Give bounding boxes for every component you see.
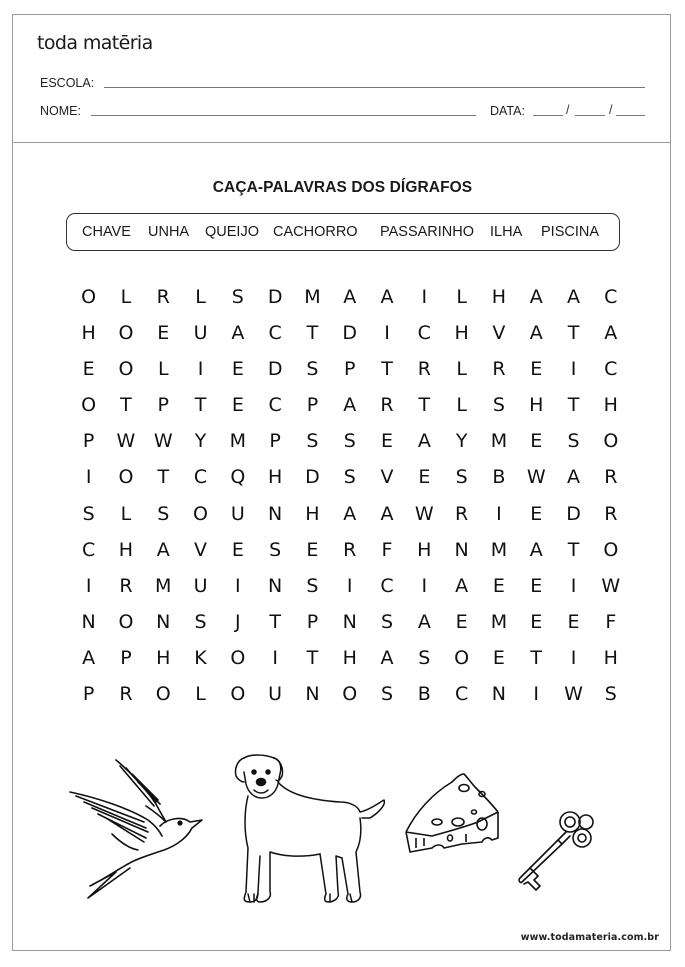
grid-cell[interactable]: O xyxy=(603,538,619,561)
grid-cell[interactable]: C xyxy=(268,322,282,345)
grid-cell[interactable]: V xyxy=(380,466,394,489)
grid-cell[interactable]: L xyxy=(120,502,132,525)
grid-cell[interactable]: A xyxy=(343,394,357,417)
grid-cell[interactable]: L xyxy=(456,394,467,417)
grid-cell[interactable]: H xyxy=(603,646,618,669)
grid-row xyxy=(70,499,629,535)
grid-cell[interactable]: O xyxy=(81,286,97,308)
grid-cell[interactable]: C xyxy=(193,466,208,489)
grid-cell[interactable]: N xyxy=(454,538,469,561)
grid-cell[interactable]: M xyxy=(155,574,172,597)
grid-cell[interactable]: S xyxy=(343,430,356,453)
grid-cell[interactable]: S xyxy=(231,286,244,308)
grid-row xyxy=(70,462,629,498)
page-title: CAÇA-PALAVRAS DOS DÍGRAFOS xyxy=(212,179,473,196)
grid-cell[interactable]: A xyxy=(231,322,245,345)
grid-cell[interactable]: S xyxy=(306,574,319,597)
grid-cell[interactable]: A xyxy=(343,286,357,308)
grid-cell[interactable]: N xyxy=(491,683,507,706)
grid-cell[interactable]: S xyxy=(157,502,170,525)
cheese-illustration xyxy=(402,772,502,854)
grid-cell[interactable]: D xyxy=(305,466,320,489)
grid-cell[interactable]: N xyxy=(81,610,96,633)
grid-cell[interactable]: O xyxy=(118,358,134,381)
grid-cell[interactable]: P xyxy=(82,430,95,453)
footer-url[interactable]: www.todamateria.com.br xyxy=(520,932,659,943)
grid-cell[interactable]: W xyxy=(564,683,583,706)
grid-cell[interactable]: I xyxy=(346,574,353,597)
word-bank-item: PASSARINHO xyxy=(380,224,475,240)
grid-cell[interactable]: I xyxy=(570,646,577,669)
grid-row xyxy=(70,643,629,679)
grid-cell[interactable]: I xyxy=(384,322,390,345)
grid-cell[interactable]: S xyxy=(269,538,282,561)
date-separator: / xyxy=(566,103,570,117)
grid-cell[interactable]: T xyxy=(381,358,393,381)
grid-row xyxy=(70,390,629,426)
grid-cell[interactable]: N xyxy=(342,610,357,633)
grid-row xyxy=(70,282,629,318)
grid-cell[interactable]: Q xyxy=(230,466,246,489)
grid-cell[interactable]: E xyxy=(530,358,543,381)
grid-row xyxy=(70,354,629,390)
grid-cell[interactable]: M xyxy=(490,538,508,561)
grid-cell[interactable]: E xyxy=(530,574,543,597)
grid-cell[interactable]: B xyxy=(492,466,506,489)
grid-cell[interactable]: P xyxy=(343,358,356,381)
word-bank-item: CHAVE xyxy=(82,224,131,240)
grid-cell[interactable]: C xyxy=(454,683,469,706)
grid-cell[interactable]: U xyxy=(193,322,208,345)
grid-cell[interactable]: A xyxy=(604,322,618,345)
grid-cell[interactable]: E xyxy=(492,646,505,669)
grid-cell[interactable]: L xyxy=(195,683,206,706)
grid-cell[interactable]: M xyxy=(490,610,508,633)
grid-cell[interactable]: E xyxy=(231,358,244,381)
grid-cell[interactable]: I xyxy=(85,574,92,597)
word-bank-item: CACHORRO xyxy=(273,224,358,240)
school-label: ESCOLA: xyxy=(40,76,95,90)
grid-cell[interactable]: E xyxy=(418,466,431,489)
grid-cell[interactable]: N xyxy=(268,574,283,597)
grid-cell[interactable]: C xyxy=(604,286,618,308)
grid-cell[interactable]: A xyxy=(529,286,543,308)
grid-cell[interactable]: T xyxy=(120,394,132,417)
grid-row xyxy=(70,607,629,643)
school-field[interactable] xyxy=(104,87,645,88)
grid-cell[interactable]: O xyxy=(118,610,134,633)
grid-cell[interactable]: T xyxy=(157,466,170,489)
grid-cell[interactable]: N xyxy=(156,610,171,633)
key-illustration xyxy=(514,802,604,898)
grid-cell[interactable]: O xyxy=(230,646,246,669)
grid-cell[interactable]: H xyxy=(305,502,320,525)
grid-cell[interactable]: E xyxy=(530,430,543,453)
grid-cell[interactable]: O xyxy=(342,683,358,706)
grid-cell[interactable]: K xyxy=(194,646,207,669)
grid-cell[interactable]: V xyxy=(194,538,208,561)
grid-cell[interactable]: D xyxy=(267,358,283,381)
grid-cell[interactable]: B xyxy=(417,683,431,706)
date-label: DATA: xyxy=(490,104,525,118)
grid-cell[interactable]: L xyxy=(456,286,467,308)
grid-cell[interactable]: A xyxy=(156,538,170,561)
grid-cell[interactable]: A xyxy=(380,286,394,308)
grid-cell[interactable]: E xyxy=(492,574,505,597)
grid-cell[interactable]: O xyxy=(155,683,171,706)
grid-cell[interactable]: L xyxy=(195,286,206,308)
grid-cell[interactable]: D xyxy=(267,286,283,308)
grid-cell[interactable]: S xyxy=(380,610,394,633)
grid-cell[interactable]: R xyxy=(604,466,618,489)
grid-cell[interactable]: R xyxy=(492,358,506,381)
grid-cell[interactable]: C xyxy=(268,394,282,417)
grid-cell[interactable]: I xyxy=(272,646,278,669)
grid-cell[interactable]: A xyxy=(417,610,431,633)
grid-cell[interactable]: S xyxy=(343,466,356,489)
grid-cell[interactable]: E xyxy=(306,538,319,561)
grid-cell[interactable]: P xyxy=(306,610,319,633)
grid-cell[interactable]: C xyxy=(417,322,431,345)
grid-cell[interactable]: A xyxy=(380,502,394,525)
grid-cell[interactable]: D xyxy=(566,502,581,525)
grid-cell[interactable]: P xyxy=(269,430,281,453)
grid-row xyxy=(70,571,629,607)
grid-cell[interactable]: O xyxy=(118,466,134,489)
grid-cell[interactable]: L xyxy=(456,358,467,381)
date-month-field[interactable] xyxy=(575,115,605,116)
grid-cell[interactable]: H xyxy=(118,538,134,561)
word-bank-item: PISCINA xyxy=(541,224,600,240)
grid-cell[interactable]: A xyxy=(529,322,543,345)
grid-cell[interactable]: M xyxy=(304,286,321,308)
grid-cell[interactable]: D xyxy=(342,322,358,345)
grid-cell[interactable]: W xyxy=(153,430,173,453)
word-bank-item: ILHA xyxy=(490,224,523,240)
grid-cell[interactable]: T xyxy=(567,538,580,561)
grid-cell[interactable]: S xyxy=(380,683,394,706)
grid-cell[interactable]: E xyxy=(231,394,244,417)
grid-cell[interactable]: O xyxy=(454,646,470,669)
grid-cell[interactable]: C xyxy=(604,358,618,381)
grid-cell[interactable]: T xyxy=(194,394,207,417)
brand-logo: toda matēria xyxy=(37,32,153,54)
grid-cell[interactable]: A xyxy=(529,538,543,561)
grid-cell[interactable]: P xyxy=(82,683,95,706)
date-year-field[interactable] xyxy=(616,115,645,116)
grid-cell[interactable]: E xyxy=(530,502,543,525)
grid-cell[interactable]: E xyxy=(530,610,543,633)
grid-cell[interactable]: L xyxy=(157,358,169,381)
grid-cell[interactable]: R xyxy=(417,358,431,381)
word-bank-item: QUEIJO xyxy=(205,224,259,240)
grid-cell[interactable]: A xyxy=(567,466,580,489)
grid-cell[interactable]: O xyxy=(193,502,209,525)
grid-cell[interactable]: I xyxy=(197,358,204,381)
grid-cell[interactable]: J xyxy=(235,610,241,633)
grid-cell[interactable]: H xyxy=(529,394,544,417)
grid-cell[interactable]: H xyxy=(81,322,96,345)
grid-cell[interactable]: I xyxy=(421,574,428,597)
grid-cell[interactable]: I xyxy=(570,358,577,381)
grid-cell[interactable]: C xyxy=(380,574,394,597)
grid-cell[interactable]: T xyxy=(306,646,319,669)
name-label: NOME: xyxy=(40,104,81,118)
grid-cell[interactable]: E xyxy=(567,610,580,633)
grid-cell[interactable]: E xyxy=(455,610,468,633)
grid-cell[interactable]: A xyxy=(567,286,580,308)
name-field[interactable] xyxy=(91,115,476,116)
grid-cell[interactable]: R xyxy=(343,538,357,561)
grid-cell[interactable]: E xyxy=(82,358,95,381)
grid-cell[interactable]: Y xyxy=(194,430,207,453)
grid-cell[interactable]: U xyxy=(230,502,245,525)
grid-cell[interactable]: Y xyxy=(455,430,468,453)
grid-cell[interactable]: O xyxy=(230,683,246,706)
header-divider xyxy=(12,142,671,143)
grid-cell[interactable]: N xyxy=(305,683,320,706)
grid-cell[interactable]: S xyxy=(306,430,319,453)
grid-cell[interactable]: O xyxy=(603,430,619,453)
grid-row xyxy=(70,426,629,462)
grid-cell[interactable]: H xyxy=(267,466,283,489)
dog-illustration xyxy=(230,752,390,912)
grid-cell[interactable]: P xyxy=(120,646,132,669)
grid-cell[interactable]: W xyxy=(601,574,621,597)
grid-cell[interactable]: R xyxy=(119,683,133,706)
grid-cell[interactable]: T xyxy=(269,610,281,633)
grid-cell[interactable]: H xyxy=(603,394,618,417)
grid-cell[interactable]: I xyxy=(85,466,92,489)
grid-cell[interactable]: V xyxy=(492,322,506,345)
grid-cell[interactable]: T xyxy=(567,394,580,417)
grid-cell[interactable]: W xyxy=(116,430,136,453)
grid-cell[interactable]: S xyxy=(194,610,207,633)
grid-cell[interactable]: U xyxy=(268,683,283,706)
date-separator: / xyxy=(609,103,613,117)
date-day-field[interactable] xyxy=(533,115,563,116)
grid-cell[interactable]: T xyxy=(530,646,543,669)
grid-cell[interactable]: F xyxy=(605,610,617,633)
grid-cell[interactable]: E xyxy=(231,538,244,561)
grid-cell[interactable]: S xyxy=(306,358,319,381)
grid-cell[interactable]: A xyxy=(455,574,469,597)
grid-cell[interactable]: W xyxy=(526,466,546,489)
grid-cell[interactable]: R xyxy=(380,394,394,417)
grid-cell[interactable]: R xyxy=(156,286,170,308)
grid-cell[interactable]: H xyxy=(491,286,507,308)
grid-cell[interactable]: N xyxy=(268,502,283,525)
grid-cell[interactable]: A xyxy=(417,430,431,453)
grid-cell[interactable]: I xyxy=(235,574,241,597)
grid-cell[interactable]: A xyxy=(343,502,357,525)
grid-cell[interactable]: S xyxy=(604,683,617,706)
grid-cell[interactable]: P xyxy=(306,394,319,417)
grid-cell[interactable]: S xyxy=(455,466,468,489)
grid-cell[interactable]: L xyxy=(120,286,132,308)
grid-cell[interactable]: I xyxy=(421,286,428,308)
grid-cell[interactable]: A xyxy=(380,646,394,669)
word-bank-item: UNHA xyxy=(148,224,190,240)
grid-cell[interactable]: A xyxy=(82,646,96,669)
grid-cell[interactable]: S xyxy=(82,502,95,525)
grid-cell[interactable]: F xyxy=(381,538,393,561)
word-search-grid xyxy=(70,282,629,715)
grid-cell[interactable]: H xyxy=(454,322,469,345)
grid-cell[interactable]: T xyxy=(306,322,319,345)
grid-cell[interactable]: T xyxy=(418,394,431,417)
grid-cell[interactable]: S xyxy=(492,394,505,417)
grid-cell[interactable]: O xyxy=(118,322,134,345)
grid-cell[interactable]: H xyxy=(156,646,171,669)
grid-cell[interactable]: R xyxy=(455,502,469,525)
grid-cell[interactable]: S xyxy=(418,646,431,669)
grid-cell[interactable]: P xyxy=(157,394,169,417)
grid-cell[interactable]: I xyxy=(533,683,540,706)
grid-cell[interactable]: I xyxy=(570,574,577,597)
grid-cell[interactable]: H xyxy=(417,538,432,561)
grid-cell[interactable]: H xyxy=(342,646,357,669)
grid-cell[interactable]: O xyxy=(81,394,97,417)
grid-row xyxy=(70,679,629,715)
grid-cell[interactable]: W xyxy=(414,502,434,525)
grid-cell[interactable]: R xyxy=(604,502,618,525)
grid-cell[interactable]: C xyxy=(82,538,96,561)
grid-cell[interactable]: S xyxy=(567,430,580,453)
grid-row xyxy=(70,535,629,571)
grid-cell[interactable]: I xyxy=(496,502,502,525)
grid-cell[interactable]: U xyxy=(193,574,208,597)
grid-cell[interactable]: T xyxy=(567,322,580,345)
grid-cell[interactable]: R xyxy=(119,574,133,597)
grid-row xyxy=(70,318,629,354)
bird-illustration xyxy=(68,756,208,906)
grid-cell[interactable]: E xyxy=(381,430,394,453)
grid-cell[interactable]: E xyxy=(157,322,170,345)
grid-cell[interactable]: M xyxy=(490,430,508,453)
grid-cell[interactable]: M xyxy=(229,430,247,453)
